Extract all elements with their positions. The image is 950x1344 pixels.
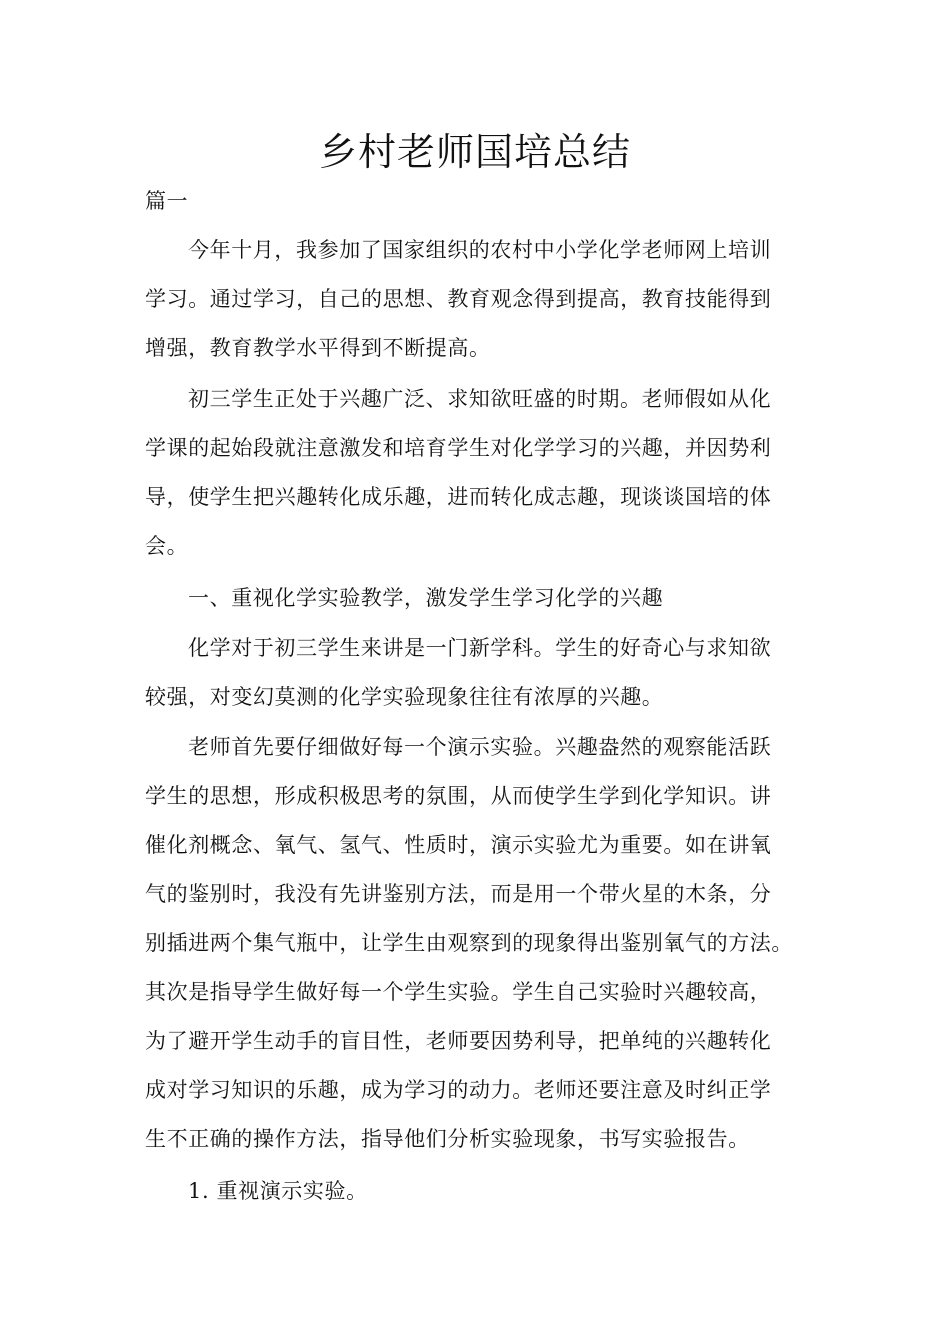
paragraph-line: 增强，教育教学水平得到不断提高。	[145, 336, 491, 360]
section-label: 篇一	[145, 189, 189, 213]
paragraph-line: 化学对于初三学生来讲是一门新学科。学生的好奇心与求知欲	[188, 636, 772, 660]
paragraph-line: 会。	[145, 534, 189, 558]
paragraph-line: 学习。通过学习，自己的思想、教育观念得到提高，教育技能得到	[145, 287, 772, 311]
paragraph-line: 催化剂概念、氧气、氢气、性质时，演示实验尤为重要。如在讲氧	[145, 833, 772, 857]
paragraph-line: 导，使学生把兴趣转化成乐趣，进而转化成志趣，现谈谈国培的体	[145, 485, 772, 509]
paragraph-line: 学课的起始段就注意激发和培育学生对化学学习的兴趣，并因势利	[145, 436, 772, 460]
paragraph-line: 学生的思想，形成积极思考的氛围，从而使学生学到化学知识。讲	[145, 784, 772, 808]
document-title: 乡村老师国培总结	[318, 130, 631, 174]
paragraph-line: 成对学习知识的乐趣，成为学习的动力。老师还要注意及时纠正学	[145, 1078, 772, 1102]
paragraph-line: 为了避开学生动手的盲目性，老师要因势利导，把单纯的兴趣转化	[145, 1029, 772, 1053]
list-item: 1. 重视演示实验。	[188, 1179, 368, 1203]
paragraph-line: 生不正确的操作方法，指导他们分析实验现象，书写实验报告。	[145, 1127, 750, 1151]
paragraph-line: 别插进两个集气瓶中，让学生由观察到的现象得出鉴别氧气的方法。	[145, 931, 793, 955]
paragraph-line: 气的鉴别时，我没有先讲鉴别方法，而是用一个带火星的木条，分	[145, 882, 772, 906]
paragraph-line: 今年十月，我参加了国家组织的农村中小学化学老师网上培训	[188, 238, 772, 262]
section-heading: 一、重视化学实验教学，激发学生学习化学的兴趣	[188, 586, 664, 610]
paragraph-line: 其次是指导学生做好每一个学生实验。学生自己实验时兴趣较高，	[145, 980, 772, 1004]
paragraph-line: 老师首先要仔细做好每一个演示实验。兴趣盎然的观察能活跃	[188, 735, 772, 759]
paragraph-line: 初三学生正处于兴趣广泛、求知欲旺盛的时期。老师假如从化	[188, 387, 772, 411]
paragraph-line: 较强，对变幻莫测的化学实验现象往往有浓厚的兴趣。	[145, 685, 664, 709]
